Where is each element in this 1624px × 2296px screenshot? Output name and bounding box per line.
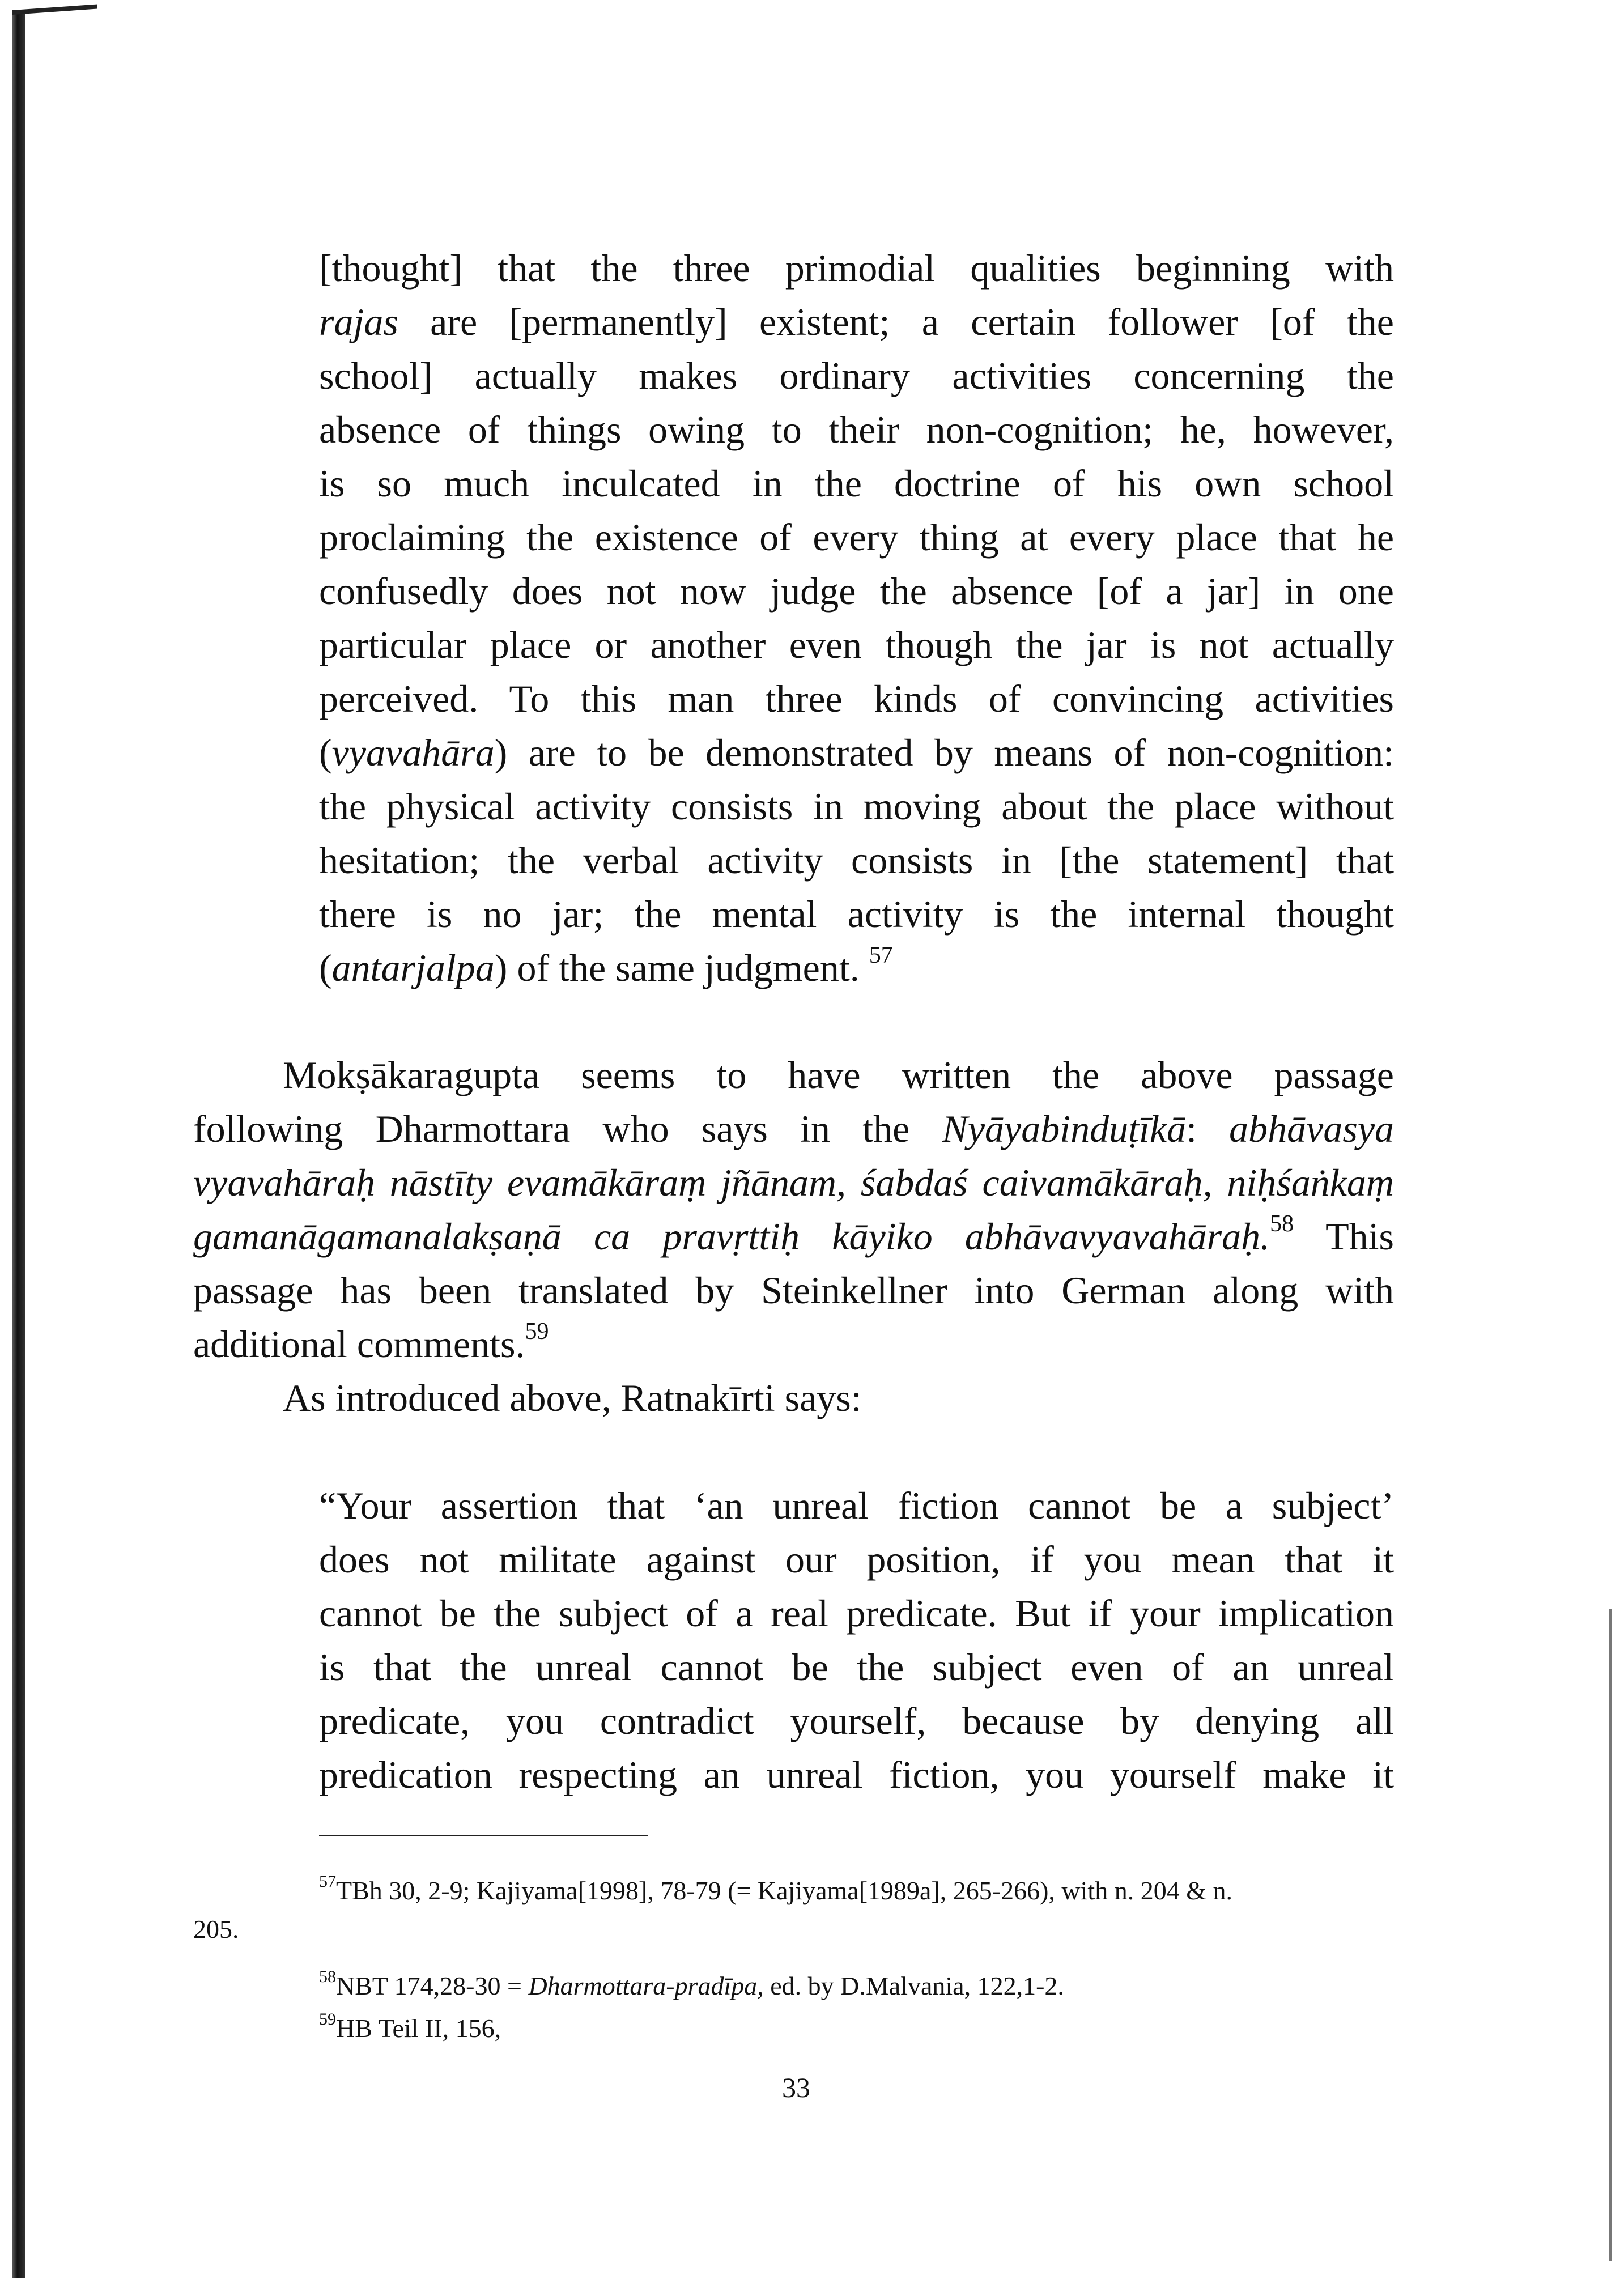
footnote-number: 58 [319, 1967, 336, 1986]
text-run: confusedly does not now judge the absence [of a jar] in one [319, 569, 1394, 613]
text-line [319, 295, 1394, 349]
text-line [193, 1317, 1394, 1371]
text-line [319, 780, 1394, 834]
footnote-57 [319, 1872, 1394, 1906]
scan-edge-left [12, 11, 25, 2278]
text-run: is so much inculcated in the doctrine of his own school [319, 462, 1394, 505]
text-run: the physical activity consists in moving about the place without [319, 785, 1394, 828]
block-quote-1 [319, 241, 1394, 995]
text-line [319, 511, 1394, 564]
text-line [319, 349, 1394, 403]
text-line [319, 1748, 1394, 1802]
text-run: particular place or another even though the jar is not actually [319, 623, 1394, 666]
text-run: ) of the same judgment. [494, 946, 869, 989]
text-line [193, 1048, 1394, 1102]
text-run: [thought] that the three primodial qualities beginning with [319, 246, 1394, 290]
text-run: there is no jar; the mental activity is the internal thought [319, 892, 1394, 936]
text-line [193, 1371, 1394, 1425]
text-run: Mokṣākaragupta seems to have written the above passage [283, 1053, 1394, 1096]
italic-term: vyavahāraḥ nāstīty evamākāraṃ jñānam, śabdaś caivamākāraḥ, niḥśaṅkaṃ [193, 1161, 1394, 1204]
footnote-reference: 59 [525, 1319, 549, 1345]
text-run: cannot be the subject of a real predicate. But if your implication [319, 1592, 1394, 1635]
text-line [319, 1640, 1394, 1694]
text-run: “Your assertion that ‘an unreal fiction cannot be a subject’ [319, 1484, 1394, 1527]
text-line [193, 1102, 1394, 1156]
footnote-57-continuation [193, 1914, 239, 1944]
text-line [319, 618, 1394, 672]
text-run: does not militate against our position, if you mean that it [319, 1538, 1394, 1581]
footnote-number: 57 [319, 1872, 336, 1891]
text-run: ( [319, 946, 332, 989]
text-run: additional comments. [193, 1323, 525, 1366]
text-line [319, 1694, 1394, 1748]
text-line [319, 241, 1394, 295]
text-run: school] actually makes ordinary activities concerning the [319, 354, 1394, 397]
text-run: passage has been translated by Steinkellner into German along with [193, 1269, 1394, 1312]
footnote-text: TBh 30, 2-9; Kajiyama[1998], 78-79 (= Kajiyama[1989a], 265-266), with n. 204 & n. [336, 1876, 1232, 1905]
italic-term: Nyāyabinduṭīkā [942, 1107, 1187, 1150]
footnote-text: NBT 174,28-30 = [336, 1971, 529, 2000]
text-run: predication respecting an unreal fiction, you yourself make it [319, 1753, 1394, 1796]
text-run: perceived. To this man three kinds of convincing activities [319, 677, 1394, 720]
text-run: are [permanently] existent; a certain follower [of the [398, 300, 1394, 343]
text-run: This [1294, 1215, 1394, 1258]
text-line [193, 1156, 1394, 1210]
italic-term: antarjalpa [331, 946, 495, 989]
italic-term: vyavahāra [331, 731, 495, 774]
text-run: absence of things owing to their non-cognition; he, however, [319, 408, 1394, 451]
footnote-text: , ed. by D.Malvania, 122,1-2. [757, 1971, 1064, 2000]
text-line [319, 1533, 1394, 1587]
footnote-reference: 58 [1270, 1211, 1294, 1237]
footnote-number: 59 [319, 2010, 336, 2029]
footnote-rule [319, 1835, 648, 1836]
scan-edge-right [1609, 1609, 1612, 2261]
footnote-title: Dharmottara-pradīpa [528, 1971, 758, 2000]
text-run: ) are to be demonstrated by means of non-cognition: [494, 731, 1394, 774]
italic-term: abhāvasya [1229, 1107, 1394, 1150]
text-run: proclaiming the existence of every thing at every place that he [319, 516, 1394, 559]
footnote-59 [319, 2010, 501, 2043]
text-run: As introduced above, Ratnakīrti says: [283, 1376, 862, 1419]
text-run: predicate, you contradict yourself, because by denying all [319, 1699, 1394, 1742]
footnote-text: 205. [193, 1915, 239, 1944]
text-line [319, 887, 1394, 941]
text-run: ( [319, 731, 332, 774]
text-line [319, 1587, 1394, 1640]
scan-edge-top [12, 5, 97, 15]
text-line [319, 941, 1394, 995]
text-run: hesitation; the verbal activity consists in [the statement] that [319, 839, 1394, 882]
text-line [319, 1479, 1394, 1533]
block-quote-2 [319, 1479, 1394, 1802]
text-line [319, 726, 1394, 780]
text-line [319, 457, 1394, 511]
footnote-text: HB Teil II, 156, [336, 2014, 501, 2043]
text-line [319, 834, 1394, 887]
footnote-58 [319, 1967, 1064, 2001]
body-paragraph [193, 1048, 1394, 1425]
text-line [319, 564, 1394, 618]
italic-term: gamanāgamanalakṣaṇā ca pravṛttiḥ kāyiko abhāvavyavahāraḥ. [193, 1215, 1270, 1258]
footnote-reference: 57 [869, 942, 893, 968]
text-run: is that the unreal cannot be the subject even of an unreal [319, 1646, 1394, 1689]
text-line [193, 1210, 1394, 1264]
text-line [319, 672, 1394, 726]
text-line [193, 1264, 1394, 1317]
italic-term: rajas [319, 300, 398, 343]
text-run: following Dharmottara who says in the [193, 1107, 942, 1150]
text-run: : [1186, 1107, 1230, 1150]
text-line [319, 403, 1394, 457]
page-number: 33 [782, 2072, 810, 2103]
